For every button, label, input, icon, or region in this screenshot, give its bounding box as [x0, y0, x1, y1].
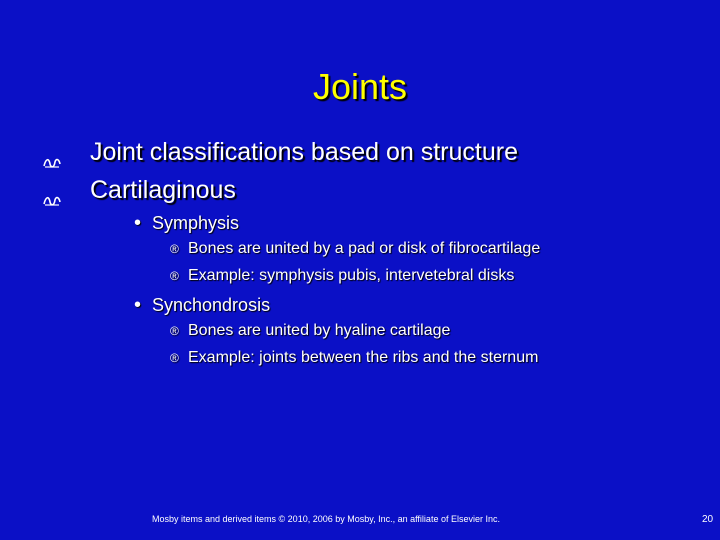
registered-bullet-icon: ® [170, 351, 179, 365]
round-bullet-icon: • [134, 212, 142, 234]
bullet-text: Cartilaginous [90, 176, 236, 204]
subitem-text: Synchondrosis [152, 295, 271, 315]
point-text: Example: symphysis pubis, intervetebral disks [188, 267, 515, 284]
point-text: Bones are united by a pad or disk of fibrocartilage [188, 240, 541, 257]
slide-title: Joints [312, 66, 408, 107]
registered-bullet-icon: ® [170, 242, 179, 256]
subitem-text: Symphysis [152, 213, 240, 233]
pen-swirl-bullet-icon [42, 185, 62, 215]
bullet-text: Joint classifications based on structure [90, 138, 518, 166]
registered-bullet-icon: ® [170, 324, 179, 338]
round-bullet-icon: • [134, 294, 142, 316]
point-text: Bones are united by hyaline cartilage [188, 322, 451, 339]
point-text: Example: joints between the ribs and the sternum [188, 349, 539, 366]
registered-bullet-icon: ® [170, 269, 179, 283]
copyright-footer: Mosby items and derived items © 2010, 2006 by Mosby, Inc., an affiliate of Elsevier Inc. [152, 514, 500, 524]
page-number: 20 [702, 514, 714, 525]
pen-swirl-bullet-icon [42, 147, 62, 177]
